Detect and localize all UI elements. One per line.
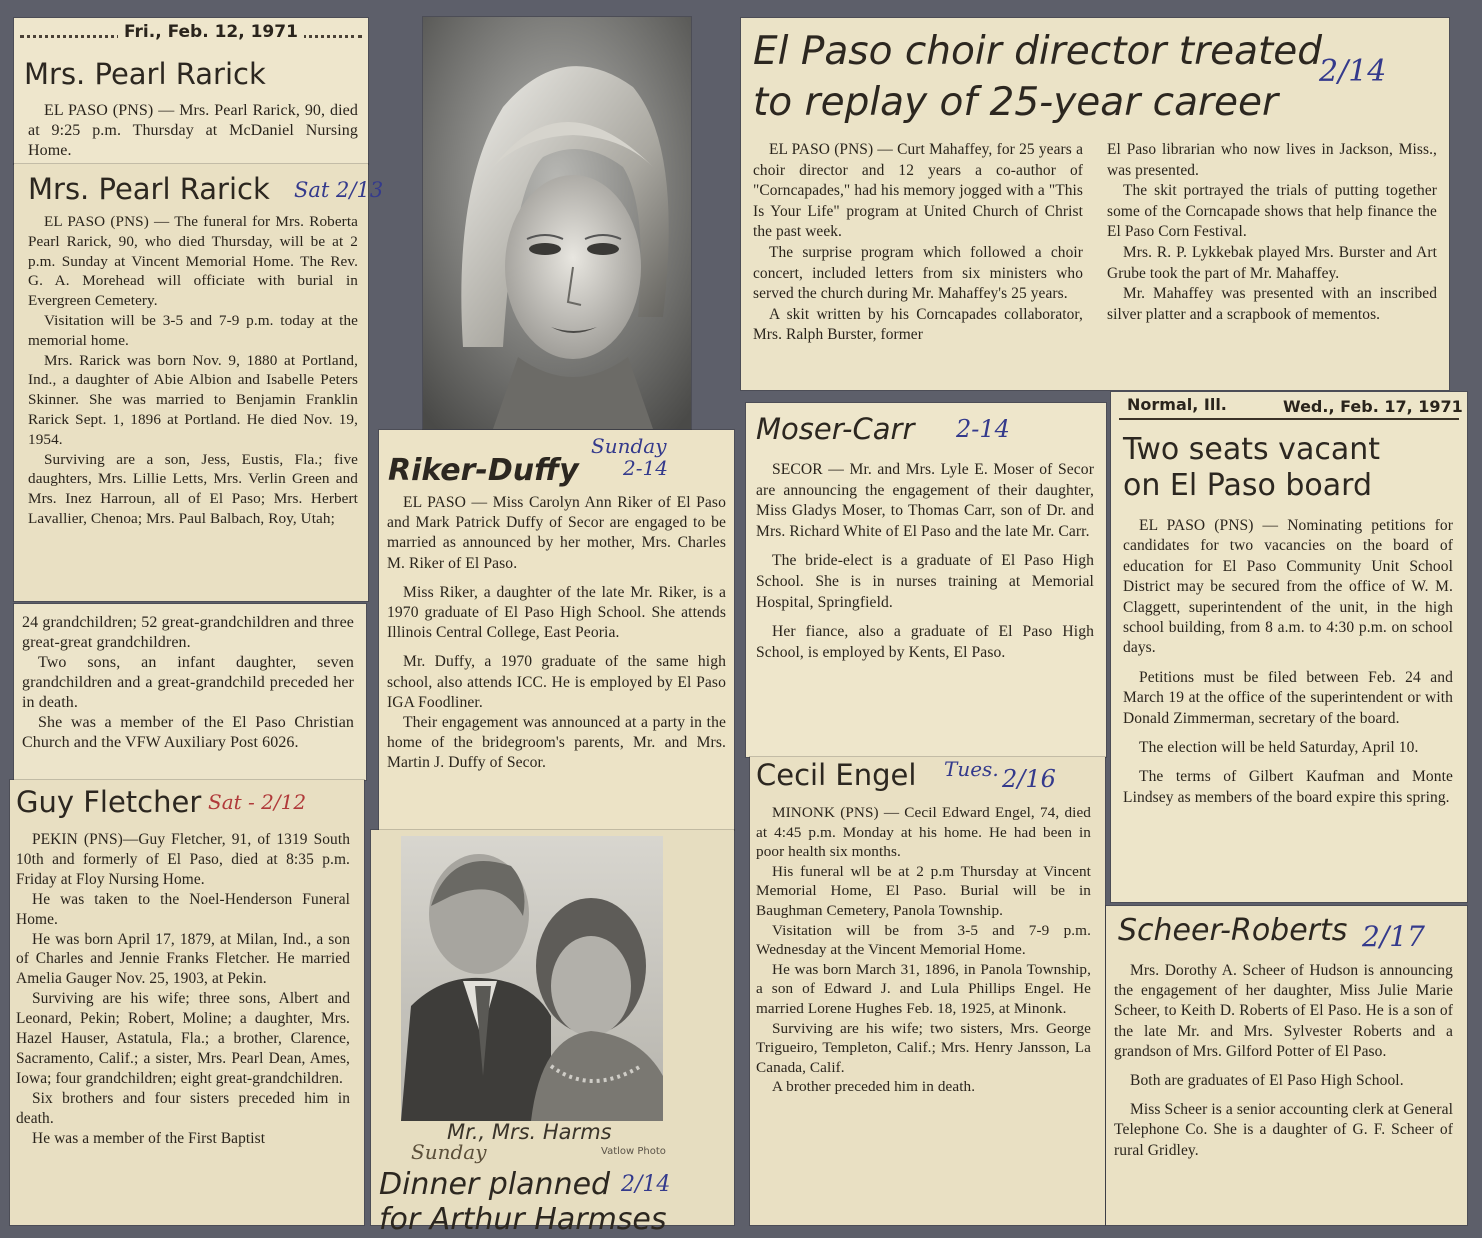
paragraph: She was a member of the El Paso Christian Church and the VFW Auxiliary Post 6026. — [22, 714, 354, 751]
headline: Mrs. Pearl Rarick — [24, 57, 266, 91]
rarick-continued-clipping — [14, 604, 366, 780]
article-body — [756, 460, 1094, 663]
paragraph: EL PASO (PNS) — Mrs. Pearl Rarick, 90, died at 9:25 p.m. Thursday at McDaniel Nursing Home. — [28, 102, 358, 159]
paragraph: The election will be held Saturday, April 10. — [1139, 739, 1419, 757]
paragraph: The surprise program which followed a choir concert, included letters from six ministers who served the church during Mr. Mahaffey's 25 years. — [753, 243, 1083, 303]
paragraph: MINONK (PNS) — Cecil Edward Engel, 74, died at 4:45 p.m. Monday at his home. He had been in poor health six months. — [756, 804, 1091, 861]
headline: Riker-Duffy — [388, 453, 579, 488]
article-body — [1123, 516, 1453, 808]
handwritten-date-note: 2/17 — [1362, 920, 1425, 953]
paragraph: Mr. Mahaffey was presented with an inscribed silver platter and a scrapbook of mementos. — [1107, 285, 1437, 323]
paragraph: PEKIN (PNS)—Guy Fletcher, 91, of 1319 South 10th and formerly of El Paso, died at 8:35 p.m. Friday at Floy Nursing Home. — [16, 831, 350, 888]
moser-carr-engagement-clipping — [746, 403, 1106, 757]
article-column-2 — [1107, 140, 1437, 325]
paragraph: EL PASO (PNS) — The funeral for Mrs. Roberta Pearl Rarick, 90, who died Thursday, will be at 2 p.m. Sunday at Vincent Memorial Home. The Rev. G. A. Morehead will officiate with burial in Evergreen Cemetery. — [28, 213, 358, 310]
handwritten-date-note: 2-14 — [623, 456, 668, 480]
paragraph: Six brothers and four sisters preceded him in death. — [16, 1089, 350, 1127]
paragraph: He was taken to the Noel-Henderson Funeral Home. — [16, 890, 350, 928]
paragraph: EL PASO (PNS) — Nominating petitions for candidates for two vacancies on the board of education for El Paso Community Unit School District may be secured from the office of W. M. Claggett, superintendent of the unit, in the high school building, from 8 a.m. to 4:30 p.m. on school days. — [1123, 517, 1453, 657]
handwritten-date-note: Sat 2/13 — [294, 178, 384, 202]
portrait-photo-clipping — [423, 17, 691, 429]
paragraph: The skit portrayed the trials of putting together some of the Corncapade shows that help finance the El Paso Corn Festival. — [1107, 182, 1437, 241]
choir-director-clipping — [741, 18, 1449, 390]
dateline-rule — [1119, 418, 1459, 420]
school-board-clipping — [1111, 392, 1467, 902]
paragraph: He was born March 31, 1896, in Panola Township, a son of Edward J. and Lula Phillips Engel. He married Lorene Hughes Feb. 18, 1925, at Minonk. — [756, 960, 1091, 1017]
engel-obituary-clipping — [750, 757, 1105, 1225]
paragraph: Visitation will be 3-5 and 7-9 p.m. today at the memorial home. — [28, 311, 358, 349]
dateline-date: Wed., Feb. 17, 1971 — [1283, 397, 1463, 416]
handwritten-date-note: 2/16 — [1002, 765, 1056, 793]
paragraph: Surviving are his wife; three sons, Albert and Leonard, Pekin; Robert, Moline; a daughter, Mrs. Hazel Hauser, Astatula, Fla.; a brother, Clarence, Sacramento, Calif.; a sister, Mrs. Pearl Dean, Ames, Iowa; four grandchildren; eight great-grandchildren. — [16, 990, 350, 1087]
dateline: Fri., Feb. 12, 1971 — [118, 22, 304, 42]
paragraph: A skit written by his Corncapades collaborator, Mrs. Ralph Burster, former — [753, 305, 1083, 344]
harms-dinner-clipping — [371, 830, 734, 1237]
paragraph: EL PASO (PNS) — Curt Mahaffey, for 25 years a choir director and 12 years a co-author of "Corncapades," had his memory jogged with a "This Is Your Life" program at United Church of Christ the past week. — [753, 141, 1083, 241]
article-body — [16, 830, 350, 1149]
headline-line-2: to replay of 25-year career — [753, 80, 1279, 125]
article-body — [22, 613, 354, 753]
article-body — [28, 101, 358, 161]
handwritten-date-note: 2/14 — [1319, 54, 1387, 89]
paragraph: Miss Scheer is a senior accounting clerk at General Telephone Co. She is a daughter of G. F. Scheer of rural Gridley. — [1114, 1101, 1453, 1159]
article-column-1 — [753, 140, 1083, 346]
handwritten-day-note: Sunday — [591, 434, 667, 458]
article-body — [28, 212, 358, 529]
paragraph: El Paso librarian who now lives in Jackson, Miss., was presented. — [1107, 141, 1437, 179]
handwritten-date-note: 2-14 — [956, 415, 1010, 443]
headline: Moser-Carr — [756, 412, 915, 446]
paragraph: His funeral wll be at 2 p.m Thursday at Vincent Memorial Home, El Paso. Burial will be in Baughman Cemetery, Panola Township. — [756, 862, 1091, 919]
headline: Scheer-Roberts — [1118, 913, 1348, 948]
paragraph: EL PASO — Miss Carolyn Ann Riker of El Paso and Mark Patrick Duffy of Secor are engaged to be married as announced by her mother, Mrs. Charles M. Riker of El Paso. — [387, 494, 726, 572]
paragraph: Two sons, an infant daughter, seven grandchildren and a great-grandchild preceded her in death. — [22, 654, 354, 711]
paragraph: Mr. Duffy, a 1970 graduate of the same high school, also attends ICC. He is employed by El Paso IGA Foodliner. — [387, 653, 726, 711]
headline: Mrs. Pearl Rarick — [28, 172, 270, 206]
paragraph: Their engagement was announced at a party in the home of the bridegroom's parents, Mr. and Mrs. Martin J. Duffy of Secor. — [387, 714, 726, 772]
dateline-place: Normal, Ill. — [1127, 395, 1227, 414]
paragraph: The terms of Gilbert Kaufman and Monte Lindsey as members of the board expire this spring. — [1123, 768, 1453, 806]
handwritten-date-note: Sat - 2/12 — [208, 790, 307, 814]
paragraph: Surviving are a son, Jess, Eustis, Fla.; five daughters, Mrs. Lillie Letts, Mrs. Verlin Green and Mrs. Inez Harroun, all of El Paso; Mrs. Herbert Lavallier, Chenoa; Mrs. Paul Balbach, Roy, Utah; — [28, 450, 358, 527]
fletcher-obituary-clipping — [10, 780, 364, 1225]
paragraph: SECOR — Mr. and Mrs. Lyle E. Moser of Secor are announcing the engagement of their daughter, Miss Gladys Moser, to Thomas Carr, son of Dr. and Mrs. Richard White of El Paso and the late Mr. Carr. — [756, 461, 1094, 540]
article-body — [387, 493, 726, 774]
article-body — [756, 803, 1091, 1097]
handwritten-day-note: Sunday — [411, 1140, 487, 1164]
paragraph: The bride-elect is a graduate of El Paso High School. She is in nurses training at Memorial Hospital, Springfield. — [756, 552, 1094, 611]
photo-caption: Mr., Mrs. Harms — [447, 1120, 612, 1144]
paragraph: Surviving are his wife; two sisters, Mrs. George Trigueiro, Templeton, Calif.; Mrs. Henry Jansson, La Canada, Calif. — [756, 1019, 1091, 1076]
rarick-funeral-clipping — [14, 164, 384, 601]
paragraph: Visitation will be from 3-5 and 7-9 p.m. Wednesday at the Vincent Memorial Home. — [756, 921, 1091, 959]
paragraph: Mrs. Dorothy A. Scheer of Hudson is announcing the engagement of her daughter, Miss Julie Marie Scheer, to Keith D. Roberts of El Paso. He is a son of the late Mr. and Mrs. Sylvester Roberts and a grandson of Mrs. Gilford Potter of El Paso. — [1114, 962, 1453, 1060]
riker-duffy-engagement-clipping — [379, 430, 734, 830]
handwritten-date-note: 2/14 — [621, 1172, 671, 1197]
photo-credit: Vatlow Photo — [601, 1146, 666, 1157]
headline: Dinner planned — [379, 1167, 611, 1202]
handwritten-day-note: Tues. — [944, 757, 999, 781]
couple-photo — [401, 836, 663, 1121]
portrait-photo — [423, 17, 691, 429]
scheer-roberts-engagement-clipping — [1106, 906, 1467, 1225]
paragraph: Petitions must be filed between Feb. 24 and March 19 at the office of the superintendent or with Donald Zimmerman, secretary of the board. — [1123, 668, 1453, 727]
headline: Guy Fletcher — [16, 785, 202, 819]
rarick-death-notice-clipping — [14, 18, 368, 164]
headline: Two seats vacant — [1123, 432, 1380, 467]
paragraph: Both are graduates of El Paso High School. — [1130, 1072, 1404, 1090]
paragraph: Mrs. R. P. Lykkebak played Mrs. Burster and Art Grube took the part of Mr. Mahaffey. — [1107, 243, 1437, 282]
headline: Cecil Engel — [756, 758, 917, 792]
headline: El Paso choir director treated — [753, 29, 1323, 74]
paragraph: Miss Riker, a daughter of the late Mr. Riker, is a 1970 graduate of El Paso High School. She attends Illinois Central College, East Peoria. — [387, 583, 726, 642]
paragraph: Her fiance, also a graduate of El Paso High School, is employed by Kents, El Paso. — [756, 623, 1094, 661]
paragraph: He was a member of the First Baptist — [32, 1129, 266, 1147]
paragraph: Mrs. Rarick was born Nov. 9, 1880 at Portland, Ind., a daughter of Abie Albion and Isabelle Peters Skinner. She was married to Benjamin Franklin Rarick Sept. 1, 1896 at Portland. He died Nov. 19, 1954. — [28, 351, 358, 448]
paragraph: 24 grandchildren; 52 great-grandchildren and three great-great grandchildren. — [22, 614, 354, 651]
headline-line-2: on El Paso board — [1123, 468, 1373, 503]
paragraph: He was born April 17, 1879, at Milan, Ind., a son of Charles and Jennie Franks Fletcher. He married Amelia Gauger Nov. 25, 1903, at Pekin. — [16, 930, 350, 988]
paragraph: A brother preceded him in death. — [772, 1078, 976, 1096]
article-body — [1114, 961, 1453, 1161]
headline-line-2: for Arthur Harmses — [379, 1202, 667, 1237]
